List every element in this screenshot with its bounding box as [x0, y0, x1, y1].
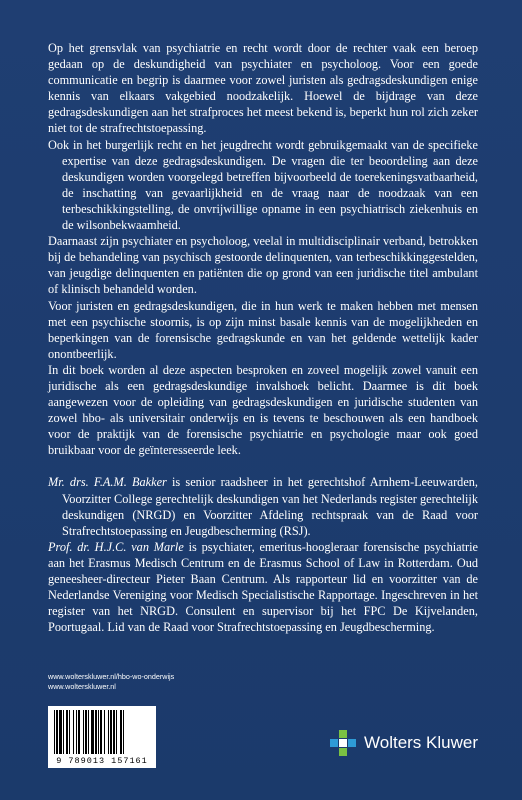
wolters-kluwer-logo-icon	[328, 728, 358, 758]
author-bio-text-1: is senior raadsheer in het gerechtshof Arnhem-Leeuwarden, Voorzitter College gerechtelijk deskundigen van het Nederlands register gerechtelijk deskundigen (NRGD) en Voorzitter Afdeling rechtspraak van de Raad voor Strafrechtstoepassing en Jeugdbescherming (RSJ).	[62, 475, 479, 538]
blurb	[48, 40, 478, 635]
author-name-1: Mr. drs. F.A.M. Bakker	[48, 475, 167, 490]
publisher-name: Wolters Kluwer	[364, 733, 478, 752]
barcode-bars	[52, 710, 152, 754]
author-bio-1	[48, 474, 478, 538]
isbn-digits: 9 789013 157161	[56, 756, 148, 766]
url-main[interactable]: www.wolterskluwer.nl	[48, 682, 116, 691]
publisher-urls	[48, 672, 174, 692]
blurb-paragraph-1: Op het grensvlak van psychiatrie en recht wordt door de rechter vaak een beroep gedaan op de deskundigheid van psychiater en psycholoog. Voor een goede communicatie en begrip is daarmee voor zowel juristen als gedragsdeskundigen enige kennis van elkaars vakgebied noodzakelijk. Hoewel de bijdrage van deze gedragsdeskundigen aan het strafproces het meest bekend is, beperkt hun rol zich zeker niet tot de strafrechtstoepassing.	[48, 41, 478, 136]
author-bio-text-2: is psychiater, emeritus-hoogleraar forensische psychiatrie aan het Erasmus Medisch Centrum en de Erasmus School of Law in Rotterdam. Oud geneesheer-directeur Pieter Baan Centrum. Als rapporteur lid en voorzitter van de Nederlandse Vereniging voor Medisch Specialistische Rapportage. Ingeschreven in het register van het NRGD. Consulent en supervisor bij het FPC De Kijvelanden, Poortugaal. Lid van de Raad voor Strafrechtstoepassing en Jeugdbescherming.	[48, 539, 478, 635]
blurb-paragraph-2: Ook in het burgerlijk recht en het jeugdrecht wordt gebruikgemaakt van de specifieke expertise van deze gedragsdeskundigen. De vragen die ter beoordeling aan deze deskundigen worden voorgelegd betreffen bijvoorbeeld de toerekeningsvatbaarheid, de inschatting van gevaarlijkheid en de vraag naar de noodzaak van een terbeschikkingstelling, de onvrijwillige opname in een psychiatrisch ziekenhuis en de wilsonbekwaamheid.	[48, 137, 478, 233]
blurb-paragraph-5: In dit boek worden al deze aspecten besproken en zoveel mogelijk zowel vanuit een juridische als een gedragsdeskundige invalshoek belicht. Daarmee is dit boek aangewezen voor de opleiding van gedragsdeskundigen en juridische studenten van zowel hbo- als universitair onderwijs en is tevens te beschouwen als een handboek voor de praktijk van de forensische psychiatrie en psychologie maar ook goed bruikbaar voor de geïnteresseerde leek.	[48, 362, 478, 458]
url-education[interactable]: www.wolterskluwer.nl/hbo-wo-onderwijs	[48, 672, 175, 681]
author-name-2: Prof. dr. H.J.C. van Marle	[48, 539, 184, 554]
isbn-barcode	[48, 706, 156, 768]
author-bio-2	[48, 539, 478, 636]
blurb-paragraph-3: Daarnaast zijn psychiater en psycholoog, veelal in multidisciplinair verband, betrokken bij de behandeling van psychisch gestoorde delinquenten, van terbeschikkinggestelden, van jeugdige delinquenten en patiënten die op grond van een juridische titel ambulant of klinisch behandeld worden.	[48, 234, 478, 297]
blurb-paragraph-4: Voor juristen en gedragsdeskundigen, die in hun werk te maken hebben met mensen met een psychische stoornis, is op zijn minst basale kennis van de mogelijkheden en beperkingen van de forensische gedragskunde en van het geldende wettelijk kader onontbeerlijk.	[48, 298, 478, 361]
publisher-logo	[328, 726, 478, 760]
